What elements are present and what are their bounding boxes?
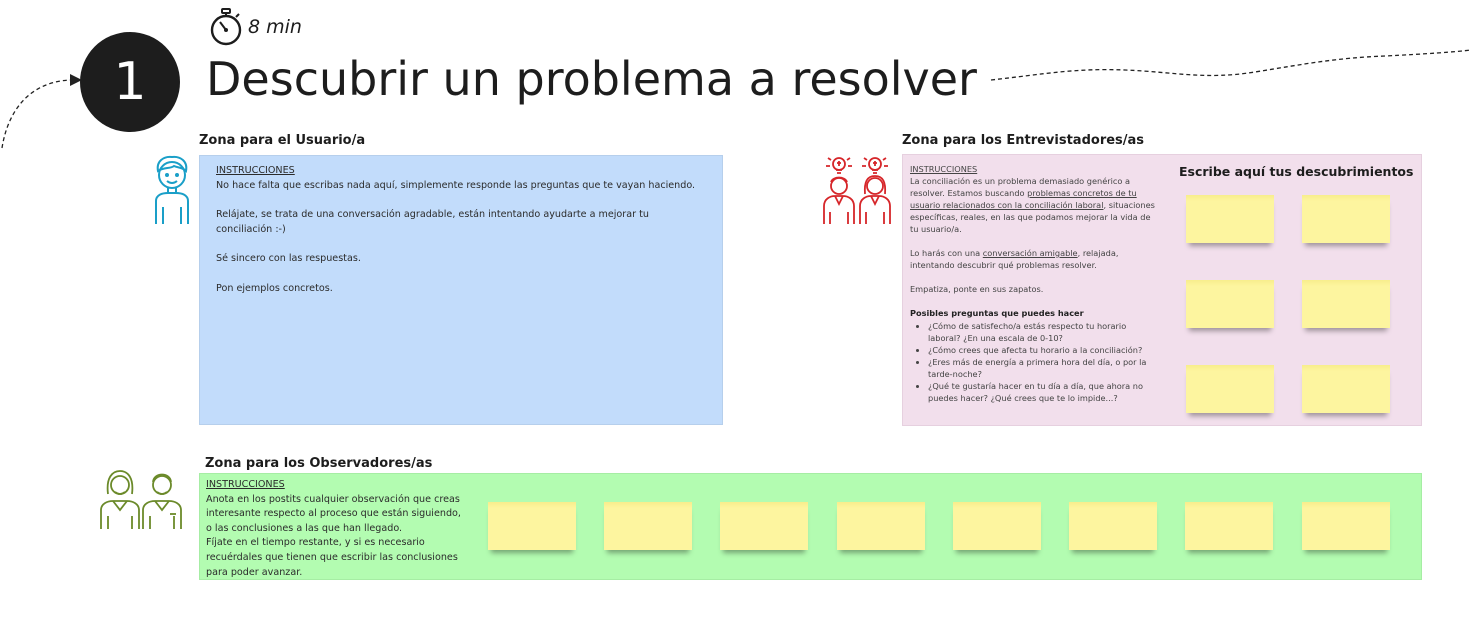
question-item: • ¿Cómo de satisfecho/a estás respecto tu horario laboral? ¿En una escala de 0-10? [928, 320, 1160, 344]
user-zone-heading: Zona para el Usuario/a [199, 133, 366, 148]
question-item: • ¿Cómo crees que afecta tu horario a la conciliación? [928, 344, 1160, 356]
dashed-wave-line [985, 44, 1473, 88]
user-instructions-label: INSTRUCCIONES [216, 165, 295, 176]
sticky-note[interactable] [720, 502, 808, 550]
interviewers-lightbulb-icon [820, 154, 898, 226]
interviewer-paragraph-2: Lo harás con una conversación amigable, relajada, intentando descubrir qué problemas resolver. [910, 248, 1119, 270]
sticky-note[interactable] [1069, 502, 1157, 550]
observer-text-line: o las conclusiones a las que han llegado. [206, 522, 403, 534]
observer-text-line: Fíjate en el tiempo restante, y si es necesario [206, 537, 425, 549]
page-title: Descubrir un problema a resolver [206, 52, 977, 106]
interviewer-paragraph-1: La conciliación es un problema demasiado genérico a resolver. Estamos buscando problemas concretos de tu usuario relacionados con la conciliación laboral, situaciones específicas, reales, en las que podamos mejorar la vida de tu usuario/a. [910, 176, 1155, 234]
sticky-note[interactable] [1302, 280, 1390, 328]
sticky-note[interactable] [1186, 280, 1274, 328]
observer-instructions-text [206, 478, 468, 580]
sticky-note[interactable] [604, 502, 692, 550]
user-instruction-text: Relájate, se trata de una conversación agradable, están intentando ayudarte a mejorar tu conciliación :-) [216, 209, 649, 235]
interviewer-instructions-label: INSTRUCCIONES [910, 164, 978, 174]
sticky-note[interactable] [1302, 365, 1390, 413]
observer-instructions-panel[interactable] [199, 473, 1422, 580]
sticky-note[interactable] [1302, 195, 1390, 243]
interviewer-instructions-panel[interactable] [902, 154, 1422, 426]
observer-text-line: Anota en los postits cualquier observación que creas [206, 493, 460, 505]
findings-title: Escribe aquí tus descubrimientos [1179, 164, 1414, 179]
sticky-note[interactable] [488, 502, 576, 550]
observer-zone-heading: Zona para los Observadores/as [205, 456, 433, 471]
observer-text-line: recuérdales que tienen que escribir las conclusiones [206, 551, 458, 563]
question-item: • ¿Qué te gustaría hacer en tu día a día, que ahora no puedes hacer? ¿Qué crees que te lo impide...? [928, 380, 1160, 404]
sticky-note[interactable] [1186, 365, 1274, 413]
time-label: 8 min [248, 16, 302, 38]
questions-title: Posibles preguntas que puedes hacer [910, 308, 1084, 318]
step-number-badge: 1 [80, 32, 180, 132]
observer-instructions-label: INSTRUCCIONES [206, 479, 285, 490]
question-item: • ¿Eres más de energía a primera hora del día, o por la tarde-noche? [928, 356, 1160, 380]
sticky-note[interactable] [1186, 195, 1274, 243]
user-person-icon [152, 155, 192, 225]
user-instruction-text: Pon ejemplos concretos. [216, 282, 333, 294]
interviewer-zone-heading: Zona para los Entrevistadores/as [902, 133, 1145, 148]
user-instruction-text: No hace falta que escribas nada aquí, simplemente responde las preguntas que te vayan haciendo. [216, 179, 696, 191]
stopwatch-icon [208, 8, 244, 46]
observer-text-line: interesante respecto al proceso que están siguiendo, [206, 508, 461, 520]
questions-list [910, 320, 1160, 404]
user-instruction-text: Sé sincero con las respuestas. [216, 253, 361, 265]
observer-text-line: para poder avanzar. [206, 566, 303, 578]
user-instructions-panel[interactable] [199, 155, 723, 425]
sticky-note[interactable] [837, 502, 925, 550]
dashed-arrow-left [0, 70, 90, 150]
sticky-note[interactable] [1185, 502, 1273, 550]
interviewer-instructions-text [910, 163, 1160, 404]
sticky-note[interactable] [953, 502, 1041, 550]
observers-people-icon [98, 468, 184, 530]
interviewer-paragraph-3: Empatiza, ponte en sus zapatos. [910, 284, 1044, 294]
sticky-note[interactable] [1302, 502, 1390, 550]
